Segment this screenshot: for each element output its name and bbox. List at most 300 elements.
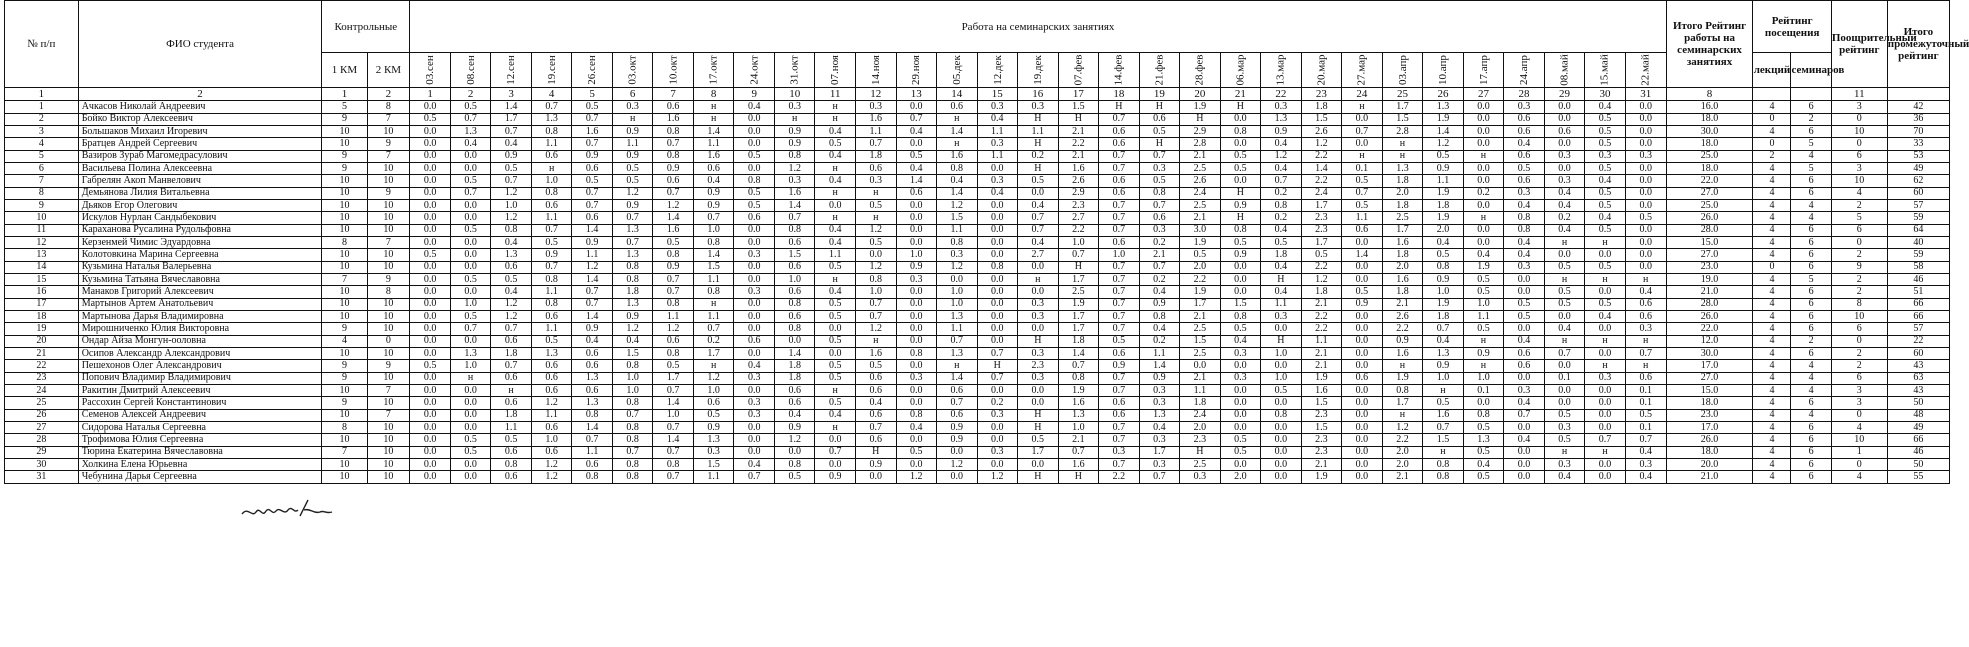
date-label: 08.май	[1558, 54, 1571, 86]
seminar-grade: 0.7	[1139, 471, 1180, 484]
seminar-grade: 0.0	[450, 261, 491, 273]
seminar-grade: 0.5	[653, 360, 694, 372]
seminar-grade: 1.8	[1058, 335, 1099, 347]
seminar-grade: 0.7	[1625, 348, 1666, 360]
student-name: Рассохин Сергей Константинович	[78, 397, 322, 409]
seminar-grade: 0.5	[1504, 162, 1545, 174]
seminar-grade: 1.0	[774, 273, 815, 285]
seminar-grade: 1.8	[1180, 397, 1221, 409]
seminar-grade: н	[1585, 360, 1626, 372]
seminar-grade: 0.8	[1220, 311, 1261, 323]
seminar-grade: 1.4	[572, 273, 613, 285]
seminar-grade: 0.8	[612, 459, 653, 471]
seminar-grade: 0.0	[450, 236, 491, 248]
seminar-grade: 0.7	[1139, 261, 1180, 273]
seminar-grade: 0.0	[1261, 360, 1302, 372]
seminar-grade: 1.9	[1382, 372, 1423, 384]
seminar-grade: 0.7	[1099, 261, 1140, 273]
seminar-grade: 0.4	[815, 286, 856, 298]
seminar-grade: н	[937, 113, 978, 125]
km1-score: 10	[322, 224, 367, 236]
incentive-score: 6	[1831, 372, 1887, 384]
column-number: 3	[491, 88, 532, 101]
seminar-grade: 0.5	[1463, 422, 1504, 434]
km1-score: 10	[322, 434, 367, 446]
student-name: Габрелян Акоп Манвелович	[78, 175, 322, 187]
seminar-grade: 0.8	[937, 162, 978, 174]
km1-score: 10	[322, 138, 367, 150]
seminar-grade: 0.9	[1423, 273, 1464, 285]
seminar-grade: 1.2	[774, 162, 815, 174]
seminar-grade: 0.9	[693, 187, 734, 199]
lecture-attendance: 4	[1753, 273, 1791, 285]
incentive-score: 0	[1831, 409, 1887, 421]
seminar-grade: 0.0	[815, 434, 856, 446]
date-header	[977, 53, 1018, 88]
table-row	[5, 138, 1950, 150]
student-name: Демьянова Лилия Витальевна	[78, 187, 322, 199]
seminar-grade: 0.6	[1625, 311, 1666, 323]
km1-score: 10	[322, 311, 367, 323]
seminar-grade: 0.0	[1585, 249, 1626, 261]
interim-score: 49	[1887, 422, 1949, 434]
date-header	[1382, 53, 1423, 88]
seminar-grade: 0.5	[1342, 286, 1383, 298]
seminar-grade: 0.0	[896, 434, 937, 446]
km1-score: 10	[322, 212, 367, 224]
seminar-grade: 0.6	[774, 286, 815, 298]
seminar-grade: 0.0	[1504, 273, 1545, 285]
seminar-grade: 2.5	[1180, 348, 1221, 360]
seminar-grade: 0.0	[410, 348, 451, 360]
seminar-grade: 0.8	[612, 397, 653, 409]
seminar-grade: 2.0	[1180, 261, 1221, 273]
seminar-grade: 0.6	[1504, 348, 1545, 360]
seminar-grade: 0.8	[774, 459, 815, 471]
seminar-grade: 0.3	[896, 273, 937, 285]
seminar-grade: 0.0	[977, 286, 1018, 298]
seminar-grade: 1.8	[1261, 249, 1302, 261]
seminar-grade: 0.7	[572, 113, 613, 125]
seminar-total: 23.0	[1666, 261, 1753, 273]
seminar-attendance: 6	[1791, 348, 1831, 360]
km2-score: 10	[367, 397, 410, 409]
seminar-grade: 1.0	[1261, 372, 1302, 384]
seminar-grade: Н	[1018, 422, 1059, 434]
seminar-grade: 0.5	[1463, 471, 1504, 484]
seminar-grade: 0.3	[734, 286, 775, 298]
seminar-grade: 0.7	[653, 422, 694, 434]
lecture-attendance: 4	[1753, 409, 1791, 421]
seminar-grade: 0.5	[572, 175, 613, 187]
seminar-grade: 0.0	[734, 113, 775, 125]
seminar-grade: 0.9	[855, 459, 896, 471]
seminar-grade: 0.0	[410, 212, 451, 224]
incentive-score: 0	[1831, 236, 1887, 248]
seminar-grade: 0.0	[896, 335, 937, 347]
seminar-grade: 0.7	[612, 446, 653, 458]
seminar-grade: н	[855, 187, 896, 199]
seminar-grade: 0.8	[531, 125, 572, 137]
seminar-grade: 0.7	[855, 311, 896, 323]
student-name: Караханова Русалина Рудольфовна	[78, 224, 322, 236]
table-row	[5, 348, 1950, 360]
date-header	[937, 53, 978, 88]
incentive-score: 2	[1831, 249, 1887, 261]
seminar-grade: 1.6	[1058, 397, 1099, 409]
seminar-grade: 0.7	[531, 261, 572, 273]
seminar-grade: 0.9	[1139, 298, 1180, 310]
seminar-grade: 1.8	[1423, 311, 1464, 323]
seminar-grade: 1.2	[1261, 150, 1302, 162]
seminar-grade: 0.3	[612, 101, 653, 113]
seminar-grade: н	[1625, 360, 1666, 372]
student-name: Керзенмей Чимис Эдуардовна	[78, 236, 322, 248]
seminar-attendance: 6	[1791, 446, 1831, 458]
seminar-grade: 0.1	[1342, 162, 1383, 174]
seminar-grade: 0.0	[410, 311, 451, 323]
seminar-grade: н	[1625, 335, 1666, 347]
date-header	[855, 53, 896, 88]
seminar-total: 18.0	[1666, 446, 1753, 458]
seminar-grade: 0.5	[1585, 298, 1626, 310]
date-header	[572, 53, 613, 88]
column-number: 7	[653, 88, 694, 101]
seminar-grade: 0.0	[977, 199, 1018, 211]
seminar-grade: 2.2	[1099, 471, 1140, 484]
km1-score: 10	[322, 459, 367, 471]
interim-score: 66	[1887, 298, 1949, 310]
seminar-grade: н	[1342, 150, 1383, 162]
seminar-grade: 0.6	[1544, 125, 1585, 137]
seminar-grade: 0.8	[1139, 187, 1180, 199]
seminar-grade: 0.7	[491, 323, 532, 335]
seminar-grade: 0.5	[1544, 434, 1585, 446]
km1-score: 10	[322, 175, 367, 187]
seminar-grade: 1.9	[1463, 261, 1504, 273]
seminar-grade: 0.7	[1099, 224, 1140, 236]
seminar-grade: 0.5	[693, 409, 734, 421]
seminar-grade: 0.3	[1139, 385, 1180, 397]
seminar-grade: 0.1	[1463, 385, 1504, 397]
seminar-grade: 1.2	[1301, 138, 1342, 150]
seminar-grade: 0.4	[1504, 335, 1545, 347]
seminar-grade: 0.0	[896, 311, 937, 323]
seminar-grade: 1.3	[531, 348, 572, 360]
seminar-grade: 0.0	[410, 273, 451, 285]
seminar-grade: н	[815, 187, 856, 199]
seminar-grade: 0.9	[693, 199, 734, 211]
student-name: Пешехонов Олег Александрович	[78, 360, 322, 372]
seminar-grade: 0.0	[977, 323, 1018, 335]
seminar-grade: 0.6	[774, 397, 815, 409]
seminar-grade: 0.6	[693, 162, 734, 174]
seminar-grade: 0.0	[896, 138, 937, 150]
seminar-grade: 0.3	[1625, 150, 1666, 162]
interim-header: Итого промежуточный рейтинг	[1887, 1, 1949, 88]
table-row	[5, 422, 1950, 434]
seminar-grade: 0.4	[1504, 434, 1545, 446]
incentive-header: Поощрительный рейтинг	[1831, 1, 1887, 88]
column-number: 21	[1220, 88, 1261, 101]
student-name: Ракитин Дмитрий Алексеевич	[78, 385, 322, 397]
seminar-grade: 0.4	[1504, 138, 1545, 150]
seminar-grade: 1.8	[612, 286, 653, 298]
seminar-grade: 0.6	[1504, 125, 1545, 137]
date-label: 20.мар	[1315, 54, 1328, 86]
incentive-score: 3	[1831, 101, 1887, 113]
date-label: 10.окт	[667, 55, 680, 85]
seminar-grade: 1.2	[653, 199, 694, 211]
seminar-grade: 2.1	[1180, 212, 1221, 224]
seminar-grade: 0.6	[531, 150, 572, 162]
student-name: Мартынова Дарья Владимировна	[78, 311, 322, 323]
seminar-grade: 1.2	[572, 261, 613, 273]
seminar-grade: 0.0	[1625, 236, 1666, 248]
table-row	[5, 335, 1950, 347]
lecture-attendance: 4	[1753, 125, 1791, 137]
seminar-grade: 0.0	[1585, 409, 1626, 421]
lecture-attendance: 4	[1753, 397, 1791, 409]
seminar-grade: 1.2	[491, 311, 532, 323]
seminar-grade: 0.9	[612, 199, 653, 211]
seminar-grade: 1.6	[855, 348, 896, 360]
interim-score: 50	[1887, 397, 1949, 409]
row-number: 10	[5, 212, 79, 224]
km2-score: 10	[367, 162, 410, 174]
column-number: 29	[1544, 88, 1585, 101]
seminar-grade: 2.0	[1382, 187, 1423, 199]
row-number: 12	[5, 236, 79, 248]
seminar-grade: 2.4	[1180, 187, 1221, 199]
seminar-grade: 0.8	[653, 298, 694, 310]
seminar-grade: 0.8	[1220, 224, 1261, 236]
seminar-grade: 0.0	[410, 101, 451, 113]
seminar-grade: 1.1	[1301, 335, 1342, 347]
seminar-grade: 0.5	[531, 335, 572, 347]
seminar-grade: 0.6	[1099, 138, 1140, 150]
seminar-grade: 0.6	[693, 397, 734, 409]
seminar-grade: 0.7	[1099, 385, 1140, 397]
seminar-grade: 1.2	[855, 224, 896, 236]
seminar-grade: 2.5	[1180, 323, 1221, 335]
seminar-total: 22.0	[1666, 175, 1753, 187]
seminar-grade: 0.6	[774, 311, 815, 323]
seminar-attendance: 6	[1791, 175, 1831, 187]
seminar-grade: 0.0	[1018, 323, 1059, 335]
seminar-grade: 0.1	[1625, 397, 1666, 409]
seminar-grade: 0.0	[1342, 273, 1383, 285]
seminar-grade: 1.0	[1058, 422, 1099, 434]
seminar-grade: 1.2	[855, 323, 896, 335]
seminar-grade: 0.5	[1342, 175, 1383, 187]
seminar-grade: 0.7	[653, 138, 694, 150]
km2-score: 10	[367, 249, 410, 261]
seminar-grade: 0.4	[1504, 199, 1545, 211]
seminar-grade: 0.7	[734, 471, 775, 484]
seminar-grade: 0.0	[734, 273, 775, 285]
seminar-grade: 0.0	[734, 348, 775, 360]
seminar-grade: 0.7	[1099, 298, 1140, 310]
seminar-grade: 2.9	[1058, 187, 1099, 199]
km1-score: 4	[322, 335, 367, 347]
seminar-grade: 0.8	[1504, 212, 1545, 224]
seminar-grade: 0.5	[450, 101, 491, 113]
seminar-grade: 0.9	[1261, 125, 1302, 137]
seminar-grade: 0.5	[1544, 261, 1585, 273]
date-label: 19.дек	[1031, 55, 1044, 85]
column-number: 25	[1382, 88, 1423, 101]
table-row	[5, 323, 1950, 335]
seminar-grade: 0.5	[410, 113, 451, 125]
seminar-grade: Н	[1058, 113, 1099, 125]
date-header	[896, 53, 937, 88]
seminar-grade: 1.4	[937, 372, 978, 384]
seminar-grade: 1.0	[1099, 249, 1140, 261]
seminar-grade: 2.4	[1180, 409, 1221, 421]
row-number: 31	[5, 471, 79, 484]
km1-score: 9	[322, 323, 367, 335]
seminar-grade: 2.2	[1058, 138, 1099, 150]
seminar-grade: 0.0	[1504, 286, 1545, 298]
row-number: 8	[5, 187, 79, 199]
date-label: 03.окт	[626, 55, 639, 85]
seminar-grade: 1.4	[693, 249, 734, 261]
seminar-grade: 0.4	[491, 286, 532, 298]
seminar-grade: 0.5	[1220, 446, 1261, 458]
seminar-grade: 0.5	[1504, 298, 1545, 310]
lecture-attendance: 4	[1753, 236, 1791, 248]
student-name: Дьяков Егор Олегович	[78, 199, 322, 211]
seminar-grade: 0.0	[1544, 311, 1585, 323]
table-row	[5, 261, 1950, 273]
seminar-grade: 1.5	[1220, 298, 1261, 310]
date-header	[774, 53, 815, 88]
seminar-grade: 1.8	[491, 409, 532, 421]
seminar-attendance: 5	[1791, 162, 1831, 174]
lecture-attendance: 0	[1753, 261, 1791, 273]
interim-score: 53	[1887, 150, 1949, 162]
table-row	[5, 150, 1950, 162]
seminar-grade: 1.1	[977, 150, 1018, 162]
seminar-total: 25.0	[1666, 150, 1753, 162]
seminar-grade: 0.0	[977, 298, 1018, 310]
seminar-grade: 0.0	[734, 422, 775, 434]
row-number: 3	[5, 125, 79, 137]
km2-score: 10	[367, 199, 410, 211]
table-row	[5, 372, 1950, 384]
row-number: 22	[5, 360, 79, 372]
seminar-grade: 0.7	[815, 446, 856, 458]
seminar-grade: 1.0	[855, 286, 896, 298]
seminar-grade: 1.8	[855, 150, 896, 162]
seminar-grade: 0.9	[1342, 298, 1383, 310]
date-header	[653, 53, 694, 88]
seminar-grade: 0.0	[734, 236, 775, 248]
seminar-grade: 0.0	[1342, 335, 1383, 347]
seminar-grade: 0.4	[1261, 286, 1302, 298]
seminar-grade: 0.3	[1018, 298, 1059, 310]
seminar-grade: 0.4	[734, 360, 775, 372]
lectures-header: лекций	[1753, 53, 1791, 88]
student-name: Манаков Григорий Алексеевич	[78, 286, 322, 298]
seminar-grade: 2.5	[1058, 286, 1099, 298]
seminar-grade: 1.0	[531, 434, 572, 446]
seminar-grade: 0.8	[572, 409, 613, 421]
km1-score: 7	[322, 446, 367, 458]
seminar-grade: 0.5	[1342, 199, 1383, 211]
seminar-grade: 0.6	[855, 372, 896, 384]
seminar-grade: 0.7	[1625, 434, 1666, 446]
seminar-grade: 0.5	[1585, 261, 1626, 273]
seminar-grade: 0.0	[1544, 113, 1585, 125]
seminar-grade: 0.8	[937, 236, 978, 248]
seminar-grade: 2.7	[1058, 212, 1099, 224]
seminar-total: 23.0	[1666, 409, 1753, 421]
seminar-grade: Н	[855, 446, 896, 458]
row-number: 18	[5, 311, 79, 323]
seminar-grade: 1.1	[977, 125, 1018, 137]
seminar-grade: 0.8	[612, 273, 653, 285]
seminar-grade: 1.6	[693, 150, 734, 162]
seminar-grade: 0.9	[1139, 372, 1180, 384]
table-row	[5, 385, 1950, 397]
seminar-total: 18.0	[1666, 113, 1753, 125]
lecture-attendance: 4	[1753, 187, 1791, 199]
row-number: 17	[5, 298, 79, 310]
seminar-grade: 2.0	[1220, 471, 1261, 484]
incentive-score: 4	[1831, 187, 1887, 199]
seminar-grade: 0.0	[734, 385, 775, 397]
seminar-grade: 0.5	[1220, 150, 1261, 162]
seminar-grade: 1.0	[612, 385, 653, 397]
seminar-grade: 0.0	[1220, 286, 1261, 298]
student-name: Большаков Михаил Игоревич	[78, 125, 322, 137]
date-label: 10.апр	[1436, 55, 1449, 85]
interim-score: 57	[1887, 199, 1949, 211]
seminar-grade: 0.0	[1220, 409, 1261, 421]
seminar-grade: 0.0	[1342, 385, 1383, 397]
seminar-grade: 1.7	[1058, 323, 1099, 335]
seminar-grade: 0.5	[774, 471, 815, 484]
seminar-grade: 0.0	[450, 385, 491, 397]
km2-score: 7	[367, 113, 410, 125]
seminar-grade: 1.1	[693, 273, 734, 285]
seminar-grade: 0.8	[653, 459, 694, 471]
interim-score: 66	[1887, 311, 1949, 323]
seminar-grade: 2.1	[1180, 372, 1221, 384]
student-name: Бойко Виктор Алексеевич	[78, 113, 322, 125]
seminar-grade: 0.2	[1261, 187, 1302, 199]
date-header	[450, 53, 491, 88]
seminar-grade: 1.2	[1301, 273, 1342, 285]
km1-score: 9	[322, 162, 367, 174]
seminar-grade: н	[1463, 335, 1504, 347]
seminar-grade: 0.0	[896, 212, 937, 224]
seminar-attendance: 6	[1791, 397, 1831, 409]
seminar-grade: 0.0	[1625, 138, 1666, 150]
seminar-grade: 0.0	[410, 335, 451, 347]
seminar-grade: 0.0	[1220, 397, 1261, 409]
seminar-grade: 1.9	[1058, 385, 1099, 397]
seminar-grade: 0.7	[572, 187, 613, 199]
lecture-attendance: 4	[1753, 471, 1791, 484]
seminar-grade: 0.7	[653, 187, 694, 199]
seminar-grade: 0.0	[896, 385, 937, 397]
seminar-grade: 0.4	[612, 335, 653, 347]
seminar-grade: 0.7	[1099, 311, 1140, 323]
seminar-grade: 2.3	[1301, 212, 1342, 224]
